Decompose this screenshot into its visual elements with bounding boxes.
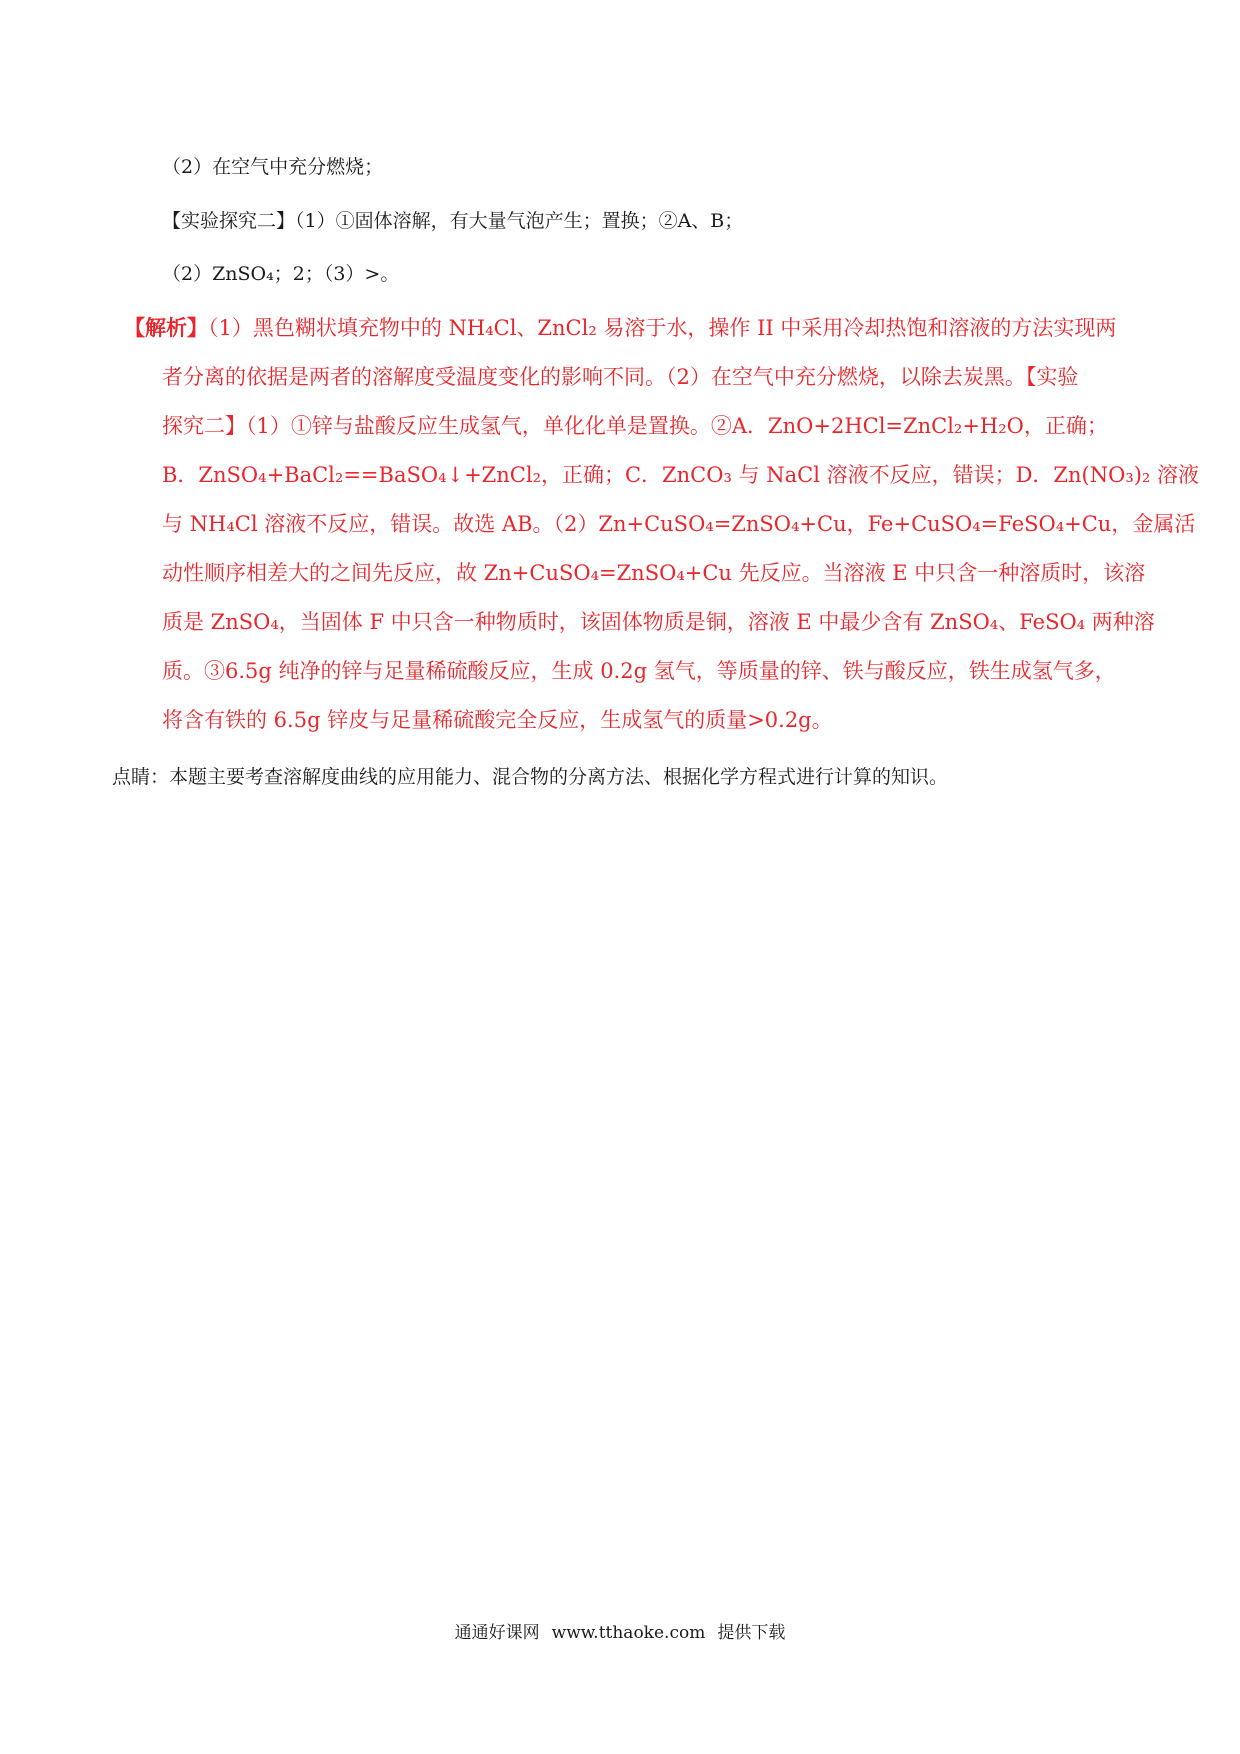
footer-suffix: 提供下载 xyxy=(717,1623,786,1643)
analysis-line-7: 质是 ZnSO₄，当固体 F 中只含一种物质时，该固体物质是铜，溶液 E 中最少含有 ZnSO₄、FeSO₄ 两种溶 xyxy=(162,610,1155,634)
answer-line-3: （2）ZnSO₄；2；（3）>。 xyxy=(162,263,400,285)
footer-site-name: 通通好课网 xyxy=(454,1623,540,1643)
analysis-tag: 【解析】 xyxy=(124,315,208,340)
analysis-line-9: 将含有铁的 6.5g 锌皮与足量稀硫酸完全反应，生成氢气的质量>0.2g。 xyxy=(162,708,833,732)
analysis-text: （1）黑色糊状填充物中的 NH₄Cl、ZnCl₂ 易溶于水，操作 II 中采用冷却热饱和溶液的方法实现两 xyxy=(208,316,1117,340)
analysis-line-6: 动性顺序相差大的之间先反应，故 Zn+CuSO₄=ZnSO₄+Cu 先反应。当溶液 E 中只含一种溶质时，该溶 xyxy=(162,561,1146,585)
page-footer xyxy=(0,1618,1240,1643)
analysis-line-3: 探究二】（1）①锌与盐酸反应生成氢气，单化化单是置换。②A．ZnO+2HCl=ZnCl₂+H₂O，正确； xyxy=(162,414,1108,438)
analysis-line-2: 者分离的依据是两者的溶解度受温度变化的影响不同。（2）在空气中充分燃烧，以除去炭黑。【实验 xyxy=(162,365,1079,389)
analysis-line-5: 与 NH₄Cl 溶液不反应，错误。故选 AB。（2）Zn+CuSO₄=ZnSO₄+Cu，Fe+CuSO₄=FeSO₄+Cu，金属活 xyxy=(162,512,1196,536)
answer-line-1: （2）在空气中充分燃烧； xyxy=(162,156,384,178)
analysis-line-1 xyxy=(124,313,1116,343)
footer-url[interactable]: www.tthaoke.com xyxy=(551,1623,706,1643)
analysis-line-4: B．ZnSO₄+BaCl₂==BaSO₄↓+ZnCl₂，正确；C．ZnCO₃ 与 NaCl 溶液不反应，错误；D．Zn(NO₃)₂ 溶液 xyxy=(162,463,1200,487)
comment-line: 点睛：本题主要考查溶解度曲线的应用能力、混合物的分离方法、根据化学方程式进行计算的知识。 xyxy=(112,766,949,788)
answer-line-2: 【实验探究二】（1）①固体溶解，有大量气泡产生；置换；②A、B； xyxy=(162,210,744,232)
analysis-line-8: 质。③6.5g 纯净的锌与足量稀硫酸反应，生成 0.2g 氢气，等质量的锌、铁与酸反应，铁生成氢气多， xyxy=(162,659,1116,683)
